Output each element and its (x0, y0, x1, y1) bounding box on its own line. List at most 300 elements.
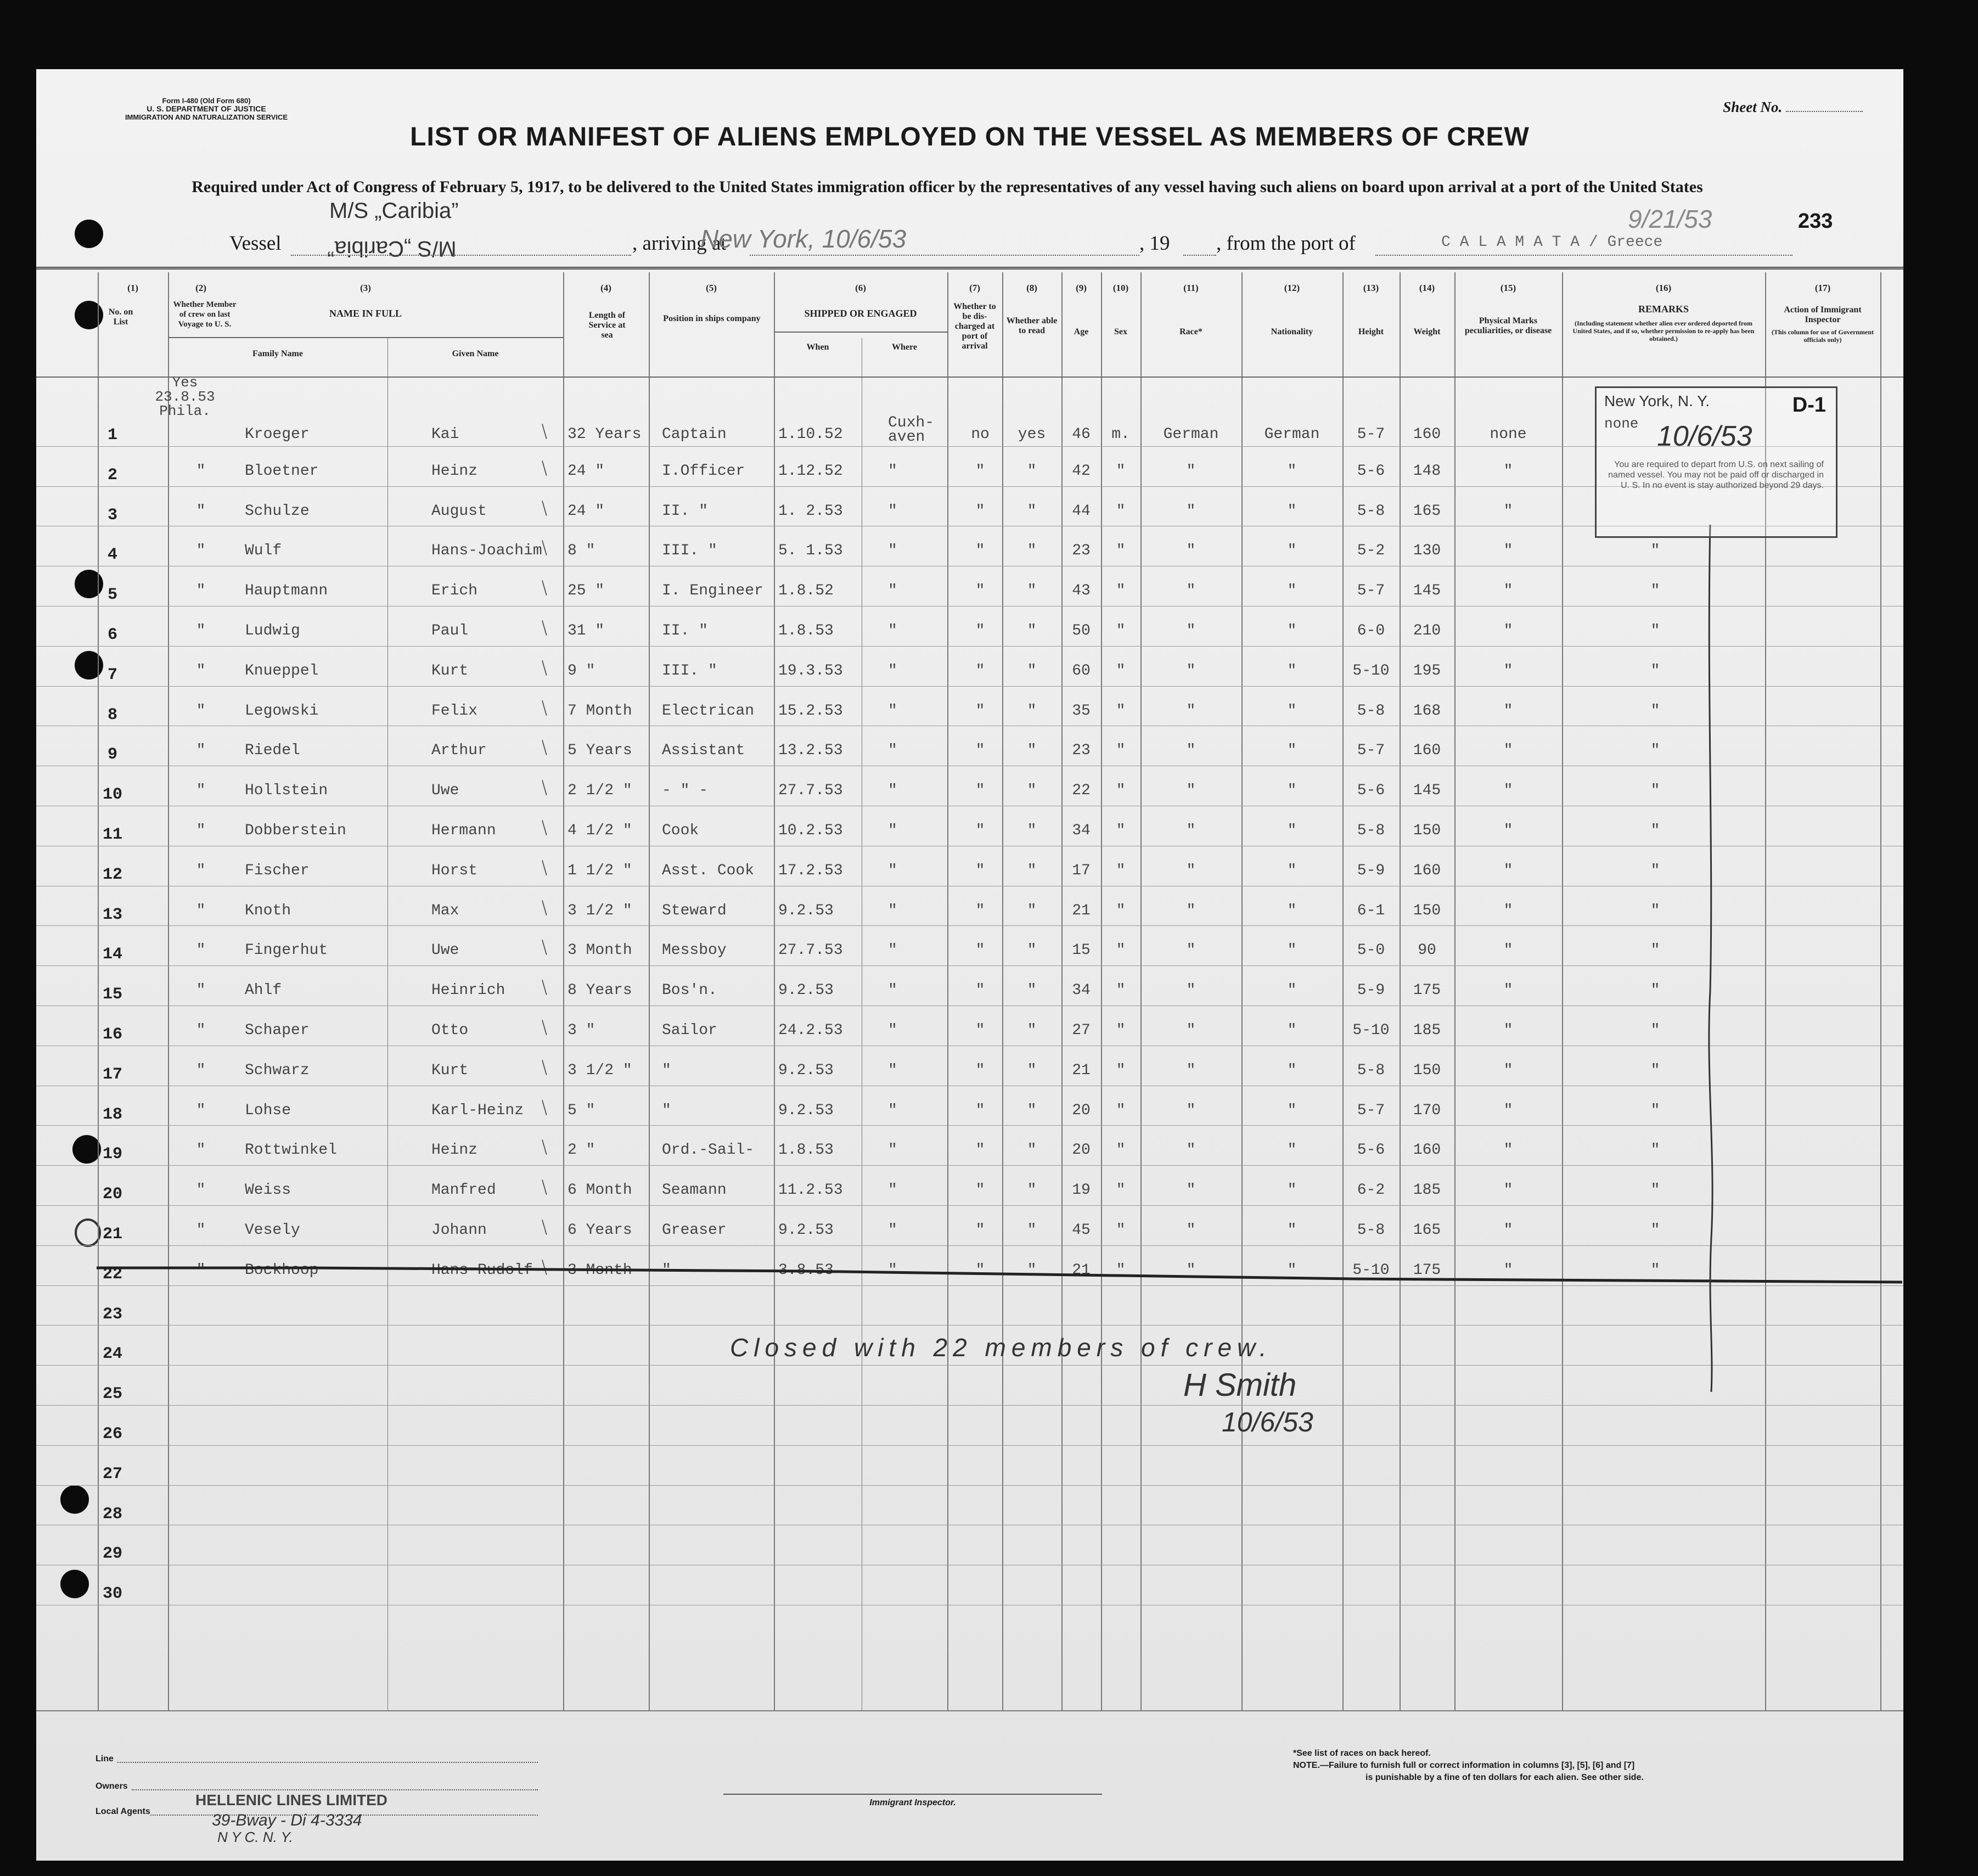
cell-height: 6-0 (1357, 622, 1385, 639)
page-title: LIST OR MANIFEST OF ALIENS EMPLOYED ON THE VESSEL AS MEMBERS OF CREW (410, 122, 1530, 151)
service-name: IMMIGRATION AND NATURALIZATION SERVICE (125, 113, 288, 121)
cell-sex: " (1116, 1102, 1126, 1119)
cell-where: " (888, 1182, 897, 1199)
cell-read: " (1027, 1182, 1037, 1199)
cell-member: " (196, 902, 206, 919)
cell-position: Bos'n. (662, 982, 717, 999)
cell-age: 46 (1072, 426, 1091, 443)
cell-position: Cook (662, 822, 699, 839)
cell-when: 13.2.53 (778, 742, 843, 760)
cell-service: 8 Years (567, 982, 632, 999)
cell-member: " (196, 822, 206, 839)
cell-nationality: " (1287, 982, 1297, 999)
cell-nationality: " (1287, 1022, 1297, 1039)
row-number: 11 (102, 825, 122, 844)
cell-given: Kai (431, 426, 459, 443)
cell-when: 27.7.53 (778, 782, 843, 800)
col-name-in-full: NAME IN FULL (329, 308, 402, 319)
cell-service: 24 " (567, 462, 605, 480)
cell-remarks: " (1650, 782, 1660, 800)
sheet-number-label: Sheet No. (1723, 99, 1863, 116)
cell-discharged: " (975, 862, 985, 879)
col-num-5: (5) (706, 283, 717, 293)
row-number: 12 (102, 865, 122, 884)
row-number: 19 (102, 1145, 122, 1164)
cell-marks: " (1503, 462, 1513, 480)
cell-when: 1.10.52 (778, 426, 843, 443)
cell-remarks: " (1650, 822, 1660, 839)
cell-when: 9.2.53 (778, 1102, 834, 1119)
cell-nationality: " (1287, 542, 1297, 560)
row-number: 9 (107, 745, 117, 765)
cell-remarks: " (1650, 942, 1660, 959)
col-able-to-read: Whether able to read (1006, 316, 1058, 335)
cell-position: - " - (662, 782, 709, 800)
cell-discharged: " (975, 622, 985, 639)
cell-weight: 165 (1413, 1222, 1441, 1239)
cell-race: " (1186, 1261, 1196, 1279)
cell-position: Sailor (662, 1022, 717, 1039)
cell-age: 50 (1072, 622, 1091, 639)
cell-marks: none (1490, 426, 1527, 443)
cell-discharged: " (975, 702, 985, 720)
cell-position: III. " (662, 542, 717, 560)
cell-height: 5-10 (1352, 1261, 1390, 1279)
first-row-member-info: Yes 23.8.53 Phila. (155, 374, 215, 419)
col-num-3: (3) (360, 283, 371, 293)
cell-where: " (888, 782, 897, 800)
cell-weight: 150 (1413, 1061, 1441, 1079)
cell-given: Horst (431, 862, 478, 879)
cell-service: 7 Month (567, 702, 632, 720)
cell-member: " (196, 862, 206, 879)
cell-where: " (888, 462, 897, 480)
cell-when: 9.2.53 (778, 902, 834, 919)
row-number: 27 (102, 1464, 122, 1484)
agents-label: Local Agents (95, 1807, 150, 1816)
cell-sex: " (1116, 542, 1126, 560)
cell-member: " (196, 502, 206, 520)
cell-read: " (1027, 742, 1037, 760)
cell-nationality: " (1287, 502, 1297, 520)
row-number: 1 (107, 426, 117, 445)
cell-sex: " (1116, 942, 1126, 959)
cell-race: " (1186, 1102, 1196, 1119)
stamp-code: D-1 (1792, 394, 1826, 417)
cell-nationality: " (1287, 1261, 1297, 1279)
col-position: Position in ships company (663, 314, 761, 323)
cell-sex: " (1116, 702, 1126, 720)
cell-sex: " (1116, 862, 1126, 879)
closing-note: Closed with 22 members of crew. (730, 1333, 1272, 1362)
cell-given: Heinrich (431, 982, 505, 999)
punch-hole (75, 220, 103, 248)
cell-where: " (888, 1261, 897, 1279)
check-mark-icon: / (535, 456, 554, 480)
col-sex: Sex (1114, 327, 1127, 336)
cell-when: 27.7.53 (778, 942, 843, 959)
col-discharged: Whether to be dis-charged at port of arrival (953, 302, 996, 351)
cell-marks: " (1503, 1061, 1513, 1079)
cell-service: 9 " (567, 662, 595, 679)
cell-sex: " (1116, 1022, 1126, 1039)
cell-family: Schulze (245, 502, 310, 520)
cell-where: " (888, 702, 897, 720)
cell-family: Fischer (245, 862, 310, 879)
cell-height: 5-9 (1357, 862, 1385, 879)
row-number: 22 (102, 1265, 122, 1284)
cell-service: 32 Years (567, 426, 642, 443)
cell-where: " (888, 902, 897, 919)
stamp-date: 10/6/53 (1657, 420, 1752, 452)
cell-race: " (1186, 502, 1196, 520)
col-num-2: (2) (195, 283, 206, 293)
cell-family: Kroeger (245, 426, 310, 443)
cell-sex: " (1116, 1142, 1126, 1159)
cell-member: " (196, 1261, 206, 1279)
cell-position: Captain (662, 426, 727, 443)
cell-member: " (196, 1142, 206, 1159)
col-remarks-note: (Including statement whether alien ever ordered deported from United States, and if so, whether permission to re-apply has been obtained.) (1572, 319, 1755, 342)
cell-family: Hollstein (245, 782, 328, 800)
inspector-line (723, 1794, 1102, 1795)
cell-nationality: " (1287, 1182, 1297, 1199)
cell-position: " (662, 1061, 671, 1079)
cell-remarks: " (1650, 542, 1660, 560)
cell-race: German (1163, 426, 1219, 443)
col-where: Where (892, 342, 917, 352)
check-mark-icon: / (535, 855, 554, 879)
cell-given: Heinz (431, 462, 478, 480)
row-number: 23 (102, 1305, 122, 1324)
cell-where: " (888, 742, 897, 760)
cell-discharged: " (975, 942, 985, 959)
col-nationality: Nationality (1271, 327, 1313, 336)
vessel-name: M/S „Caribia” (329, 199, 459, 223)
check-mark-icon: / (535, 576, 554, 600)
cell-nationality: " (1287, 582, 1297, 600)
cell-position: Steward (662, 902, 727, 919)
cell-position: I. Engineer (662, 582, 763, 600)
row-number: 26 (102, 1425, 122, 1443)
col-num-1: (1) (127, 283, 138, 293)
cell-service: 3 1/2 " (567, 1061, 632, 1079)
col-weight: Weight (1413, 327, 1441, 336)
cell-marks: " (1503, 1102, 1513, 1119)
cell-race: " (1186, 582, 1196, 600)
cell-where: " (888, 862, 897, 879)
cell-race: " (1186, 1222, 1196, 1239)
cell-member: " (196, 1182, 206, 1199)
cell-service: 4 1/2 " (567, 822, 632, 839)
cell-sex: " (1116, 1261, 1126, 1279)
check-mark-icon: / (535, 1055, 554, 1079)
cell-family: Wulf (245, 542, 282, 560)
from-port: C A L A M A T A / Greece (1441, 234, 1663, 251)
cell-discharged: " (975, 582, 985, 600)
col-num-14: (14) (1419, 283, 1435, 293)
cell-age: 23 (1072, 542, 1091, 560)
cell-read: " (1027, 1061, 1037, 1079)
cell-discharged: no (971, 426, 990, 443)
check-mark-icon: / (535, 935, 554, 959)
cell-service: 1 1/2 " (567, 862, 632, 879)
cell-marks: " (1503, 1182, 1513, 1199)
cell-where: " (888, 542, 897, 560)
cell-age: 17 (1072, 862, 1091, 879)
cell-marks: " (1503, 782, 1513, 800)
cell-where: " (888, 1142, 897, 1159)
cell-height: 6-2 (1357, 1182, 1385, 1199)
cell-height: 5-10 (1352, 662, 1390, 679)
row-number: 21 (102, 1225, 122, 1244)
remarks-vertical-line (1694, 525, 1738, 1392)
cell-read: " (1027, 462, 1037, 480)
cell-height: 5-10 (1352, 1022, 1390, 1039)
cell-read: " (1027, 502, 1037, 520)
row-number: 10 (102, 785, 122, 805)
arriving-label: , arriving at (632, 232, 727, 255)
cell-member: " (196, 1222, 206, 1239)
cell-nationality: " (1287, 1061, 1297, 1079)
cell-discharged: " (975, 1061, 985, 1079)
cell-given: Paul (431, 622, 469, 639)
cell-position: III. " (662, 662, 717, 679)
cell-weight: 130 (1413, 542, 1441, 560)
cell-race: " (1186, 1022, 1196, 1039)
col-num-17: (17) (1814, 283, 1831, 293)
row-number: 8 (107, 705, 117, 724)
footer-note-1: *See list of races on back hereof. (1293, 1749, 1431, 1758)
cell-discharged: " (975, 1182, 985, 1199)
cell-sex: " (1116, 822, 1126, 839)
cell-given: Arthur (431, 742, 487, 760)
row-number: 14 (102, 945, 122, 964)
col-num-9: (9) (1076, 283, 1087, 293)
cell-remarks: " (1650, 622, 1660, 639)
cell-age: 21 (1072, 902, 1091, 919)
check-mark-icon: / (535, 1015, 554, 1040)
cell-family: Legowski (245, 702, 319, 720)
cell-nationality: " (1287, 742, 1297, 760)
cell-height: 5-8 (1357, 702, 1385, 720)
cell-given: August (431, 502, 487, 520)
cell-marks: " (1503, 1022, 1513, 1039)
cell-position: Greaser (662, 1222, 727, 1239)
cell-discharged: " (975, 902, 985, 919)
cell-read: " (1027, 582, 1037, 600)
cell-age: 21 (1072, 1261, 1091, 1279)
stamp-city: New York, N. Y. (1604, 392, 1710, 409)
cell-age: 19 (1072, 1182, 1091, 1199)
cell-sex: " (1116, 982, 1126, 999)
cell-read: " (1027, 542, 1037, 560)
row-rule (36, 1405, 1903, 1406)
cell-race: " (1186, 822, 1196, 839)
vessel-name-mirror: M/S „Caribia” (327, 237, 457, 261)
cell-position: Messboy (662, 942, 727, 959)
cell-where: " (888, 502, 897, 520)
cell-read: " (1027, 622, 1037, 639)
row-number: 16 (102, 1025, 122, 1044)
row-rule (36, 646, 1903, 647)
cell-read: " (1027, 862, 1037, 879)
cell-nationality: " (1287, 822, 1297, 839)
cell-marks: " (1503, 582, 1513, 600)
cell-when: 9.2.53 (778, 982, 834, 999)
col-when: When (806, 342, 829, 352)
cell-age: 20 (1072, 1102, 1091, 1119)
cell-sex: " (1116, 1061, 1126, 1079)
cell-when: 1.8.53 (778, 622, 834, 639)
cell-service: 3 " (567, 1022, 595, 1039)
cell-service: 31 " (567, 622, 605, 639)
cell-position: Electrican (662, 702, 755, 720)
cell-remarks: " (1650, 582, 1660, 600)
footer-note-3: is punishable by a fine of ten dollars for each alien. See other side. (1366, 1773, 1644, 1782)
cell-when: 9.2.53 (778, 1061, 834, 1079)
cell-position: Ord.-Sail- (662, 1142, 755, 1159)
cell-sex: " (1116, 662, 1126, 679)
check-mark-icon: / (535, 1215, 554, 1239)
owners-label: Owners (95, 1782, 128, 1791)
cell-weight: 170 (1413, 1102, 1441, 1119)
page-subtitle: Required under Act of Congress of February 5, 1917, to be delivered to the United States immigration officer by the representatives of any vessel having such aliens on board upon arrival at a port of the United States (192, 178, 1703, 196)
col-num-8: (8) (1026, 283, 1037, 293)
cell-remarks: " (1650, 662, 1660, 679)
cell-service: 5 Years (567, 742, 632, 760)
cell-nationality: " (1287, 462, 1297, 480)
cell-member: " (196, 942, 206, 959)
row-number: 13 (102, 905, 122, 924)
cell-service: 3 Month (567, 1261, 632, 1279)
cell-member: " (196, 582, 206, 600)
col-race: Race* (1179, 327, 1202, 336)
row-rule (36, 1365, 1903, 1366)
row-number: 17 (102, 1065, 122, 1084)
cell-position: II. " (662, 502, 709, 520)
cell-position: II. " (662, 622, 709, 639)
cell-family: Hauptmann (245, 582, 328, 600)
cell-race: " (1186, 702, 1196, 720)
cell-age: 22 (1072, 782, 1091, 800)
row-number: 20 (102, 1185, 122, 1204)
col-family-name: Family Name (252, 349, 303, 358)
check-mark-icon: / (535, 536, 554, 560)
cell-sex: " (1116, 782, 1126, 800)
table-top-rule (36, 267, 1903, 269)
cell-height: 5-7 (1357, 426, 1385, 443)
cell-member: " (196, 982, 206, 999)
cell-family: Ludwig (245, 622, 300, 639)
cell-remarks: " (1650, 1222, 1660, 1239)
cell-where: " (888, 982, 897, 999)
cell-discharged: " (975, 542, 985, 560)
cell-read: " (1027, 1261, 1037, 1279)
cell-member: " (196, 542, 206, 560)
agent-address: 39-Bway - Di 4-3334 (212, 1811, 362, 1829)
stamp-text: You are required to depart from U.S. on next sailing of named vessel. You may not be paid off or discharged in U. S. In no event is stay authorized beyond 29 days. (1608, 460, 1824, 490)
col-length-of-service: Length of Service at sea (588, 311, 626, 340)
cell-marks: " (1503, 662, 1513, 679)
cell-age: 60 (1072, 662, 1091, 679)
cell-nationality: " (1287, 1142, 1297, 1159)
cell-nationality: " (1287, 1102, 1297, 1119)
cell-given: Kurt (431, 662, 469, 679)
cell-read: " (1027, 822, 1037, 839)
cell-service: 8 " (567, 542, 595, 560)
line-label: Line (95, 1754, 114, 1763)
cell-age: 20 (1072, 1142, 1091, 1159)
col-num-11: (11) (1183, 283, 1199, 293)
cell-family: Knoth (245, 902, 291, 919)
col-num-6: (6) (855, 283, 866, 293)
cell-read: " (1027, 1222, 1037, 1239)
cell-marks: " (1503, 822, 1513, 839)
cell-height: 5-6 (1357, 1142, 1385, 1159)
cell-discharged: " (975, 742, 985, 760)
cell-age: 44 (1072, 502, 1091, 520)
cell-marks: " (1503, 1261, 1513, 1279)
cell-member: " (196, 1022, 206, 1039)
cell-when: 17.2.53 (778, 862, 843, 879)
cell-read: " (1027, 902, 1037, 919)
cell-where: " (888, 1061, 897, 1079)
cell-age: 15 (1072, 942, 1091, 959)
cell-when: 1.8.53 (778, 1142, 834, 1159)
cell-marks: " (1503, 982, 1513, 999)
cell-where: " (888, 662, 897, 679)
cell-race: " (1186, 662, 1196, 679)
row-number: 24 (102, 1345, 122, 1364)
check-mark-icon: / (535, 615, 554, 640)
cell-weight: 185 (1413, 1182, 1441, 1199)
cell-weight: 195 (1413, 662, 1441, 679)
cell-member: " (196, 1102, 206, 1119)
cell-position: " (662, 1261, 671, 1279)
row-rule (36, 1125, 1903, 1126)
cell-discharged: " (975, 502, 985, 520)
cell-height: 5-6 (1357, 462, 1385, 480)
cell-given: Felix (431, 702, 478, 720)
col-whether-member: Whether Member of crew on last Voyage to U. S. (173, 300, 237, 329)
cell-race: " (1186, 982, 1196, 999)
cell-family: Bloetner (245, 462, 319, 480)
check-mark-icon: / (535, 1135, 554, 1159)
cell-where: Cuxh- aven (888, 414, 935, 446)
cell-height: 5-8 (1357, 502, 1385, 520)
cell-marks: " (1503, 502, 1513, 520)
cell-weight: 160 (1413, 862, 1441, 879)
arriving-port: New York, 10/6/53 (700, 224, 907, 253)
cell-age: 42 (1072, 462, 1091, 480)
cell-nationality: " (1287, 862, 1297, 879)
check-mark-icon: / (535, 496, 554, 520)
check-mark-icon: / (535, 1095, 554, 1119)
check-mark-icon: / (535, 895, 554, 919)
cell-position: " (662, 1102, 671, 1119)
cell-weight: 185 (1413, 1022, 1441, 1039)
closing-date: 10/6/53 (1222, 1407, 1313, 1437)
cell-member: " (196, 462, 206, 480)
col-no-on-list: No. on List (108, 307, 133, 327)
cell-where: " (888, 1102, 897, 1119)
cell-given: Hermann (431, 822, 496, 839)
cell-remarks: " (1650, 862, 1660, 879)
cell-read: yes (1018, 426, 1046, 443)
cell-weight: 160 (1413, 1142, 1441, 1159)
cell-service: 2 " (567, 1142, 595, 1159)
